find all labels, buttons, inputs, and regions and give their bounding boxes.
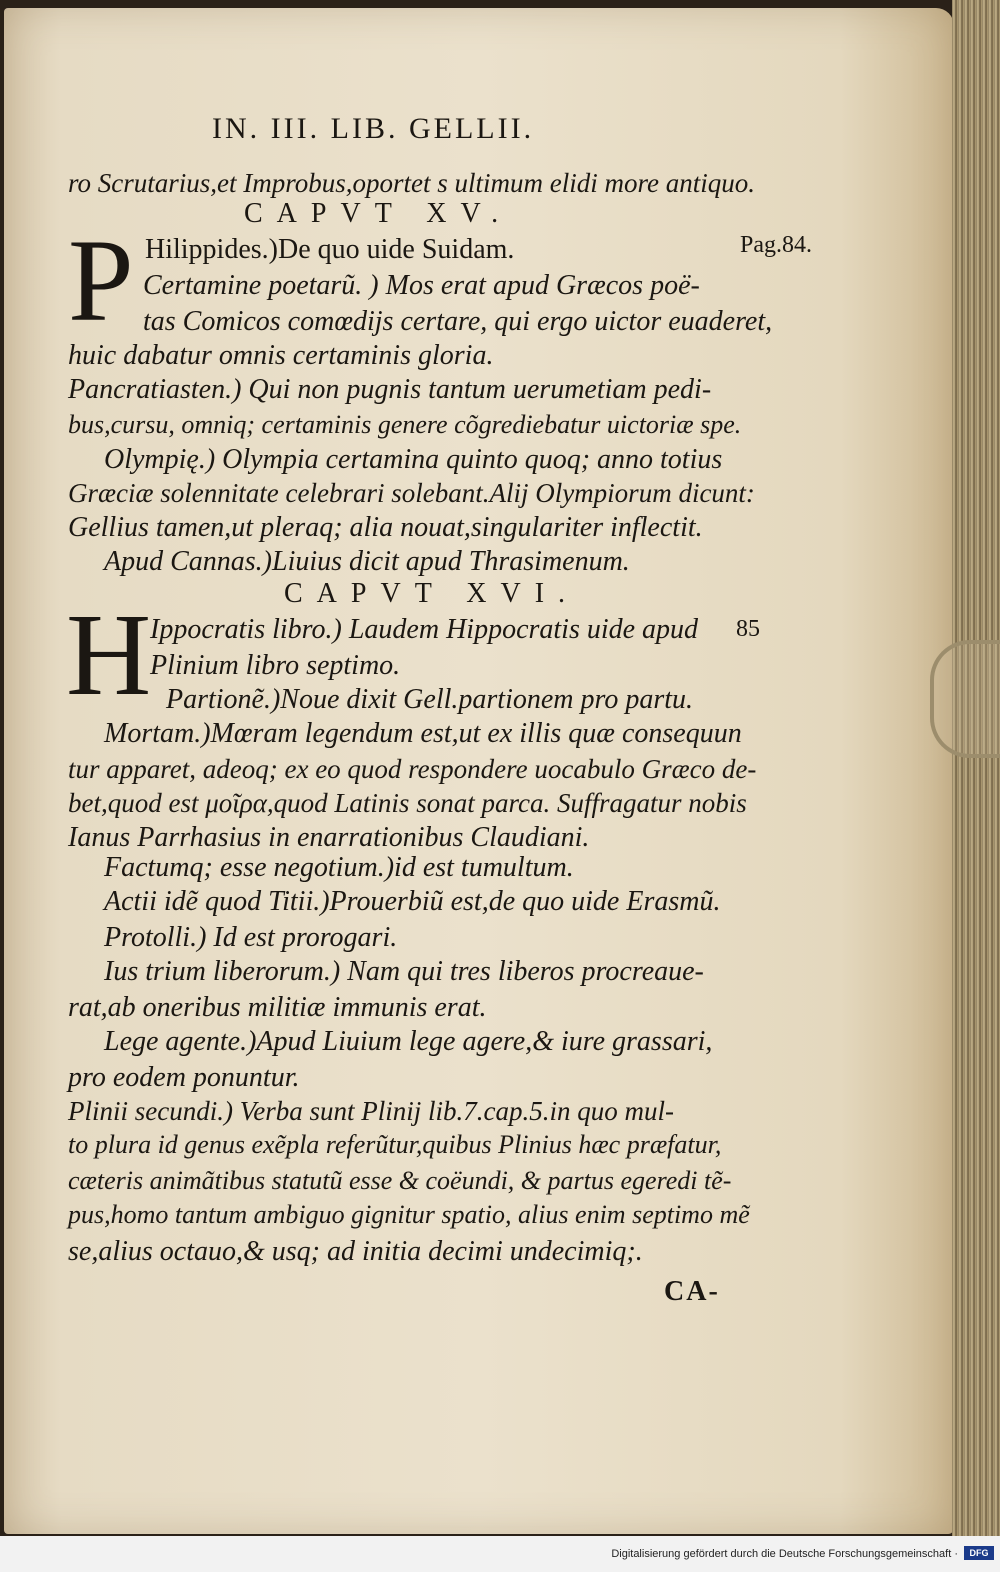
text-line: Protolli.) Id est prorogari. [104,922,398,953]
drop-cap-p: P [68,215,134,346]
text-line: Ippocratis libro.) Laudem Hippocratis uide apud [150,614,699,645]
text-line: Apud Cannas.)Liuius dicit apud Thrasimenum. [104,546,630,577]
text-line: tas Comicos comœdijs certare, qui ergo uictor euaderet, [143,306,773,337]
text-line: cæteris animãtibus statutũ esse & coëundi, & partus egeredi tẽ- [68,1166,732,1195]
text-line: Ianus Parrhasius in enarrationibus Claudiani. [68,822,590,853]
text-line: pro eodem ponuntur. [68,1062,300,1093]
text-line: bus,cursu, omniq; certaminis genere cõgrediebatur uictoriæ spe. [68,410,742,439]
text-line: Partionẽ.)Noue dixit Gell.partionem pro partu. [166,684,694,715]
text-line: Certamine poetarũ. ) Mos erat apud Græcos poë- [143,270,700,301]
margin-page-reference: Pag.84. [740,232,812,258]
text-line: se,alius octauo,& usq; ad initia decimi undecimiq;. [68,1236,643,1267]
text-line: tur apparet, adeoq; ex eo quod respondere uocabulo Græco de- [68,754,757,784]
lemma-line: Hilippides.)De quo uide Suidam. [145,234,515,265]
text-line: Plinii secundi.) Verba sunt Plinij lib.7.cap.5.in quo mul- [68,1096,674,1126]
text-line: huic dabatur omnis certaminis gloria. [68,340,494,371]
text-line: Lege agente.)Apud Liuium lege agere,& iure grassari, [104,1026,713,1057]
drop-cap-h: H [66,589,152,720]
page-fore-edge [952,0,1000,1540]
text-line: to plura id genus exẽpla referũtur,quibus Plinius hæc præfatur, [68,1130,722,1159]
catchword: CA- [664,1276,720,1307]
book-clasp [930,640,1000,758]
text-line: Græciæ solennitate celebrari solebant.Alij Olympiorum dicunt: [68,478,755,508]
text-line: Plinium libro septimo. [150,650,401,681]
text-line: Ius trium liberorum.) Nam qui tres liberos procreaue- [104,956,704,987]
text-line: rat,ab oneribus militiæ immunis erat. [68,992,487,1023]
text-line: pus,homo tantum ambiguo gignitur spatio, alius enim septimo mẽ [68,1200,750,1229]
margin-page-reference: 85 [736,616,760,642]
running-header: IN. III. LIB. GELLII. [212,112,535,145]
text-line: bet,quod est μοῖρα,quod Latinis sonat parca. Suffragatur nobis [68,788,747,818]
funding-credit: Digitalisierung gefördert durch die Deutsche Forschungsgemeinschaft · [611,1548,958,1560]
text-line: Factumq; esse negotium.)id est tumultum. [104,852,574,883]
text-line: Olympię.) Olympia certamina quinto quoq; anno totius [104,444,723,475]
chapter-heading-16: CAPVT XVI. [284,578,580,609]
dfg-logo: DFG [964,1546,994,1560]
text-line: ro Scrutarius,et Improbus,oportet s ultimum elidi more antiquo. [68,168,755,198]
text-line [145,234,514,266]
text-line: Mortam.)Mœram legendum est,ut ex illis quæ consequun [104,718,742,749]
text-line: Actii idẽ quod Titii.)Prouerbiũ est,de quo uide Erasmũ. [104,886,721,917]
text-line: Pancratiasten.) Qui non pugnis tantum uerumetiam pedi- [68,374,712,405]
text-line: Gellius tamen,ut pleraq; alia nouat,singulariter inflectit. [68,512,703,543]
chapter-heading-15: CAPVT XV. [244,198,513,229]
